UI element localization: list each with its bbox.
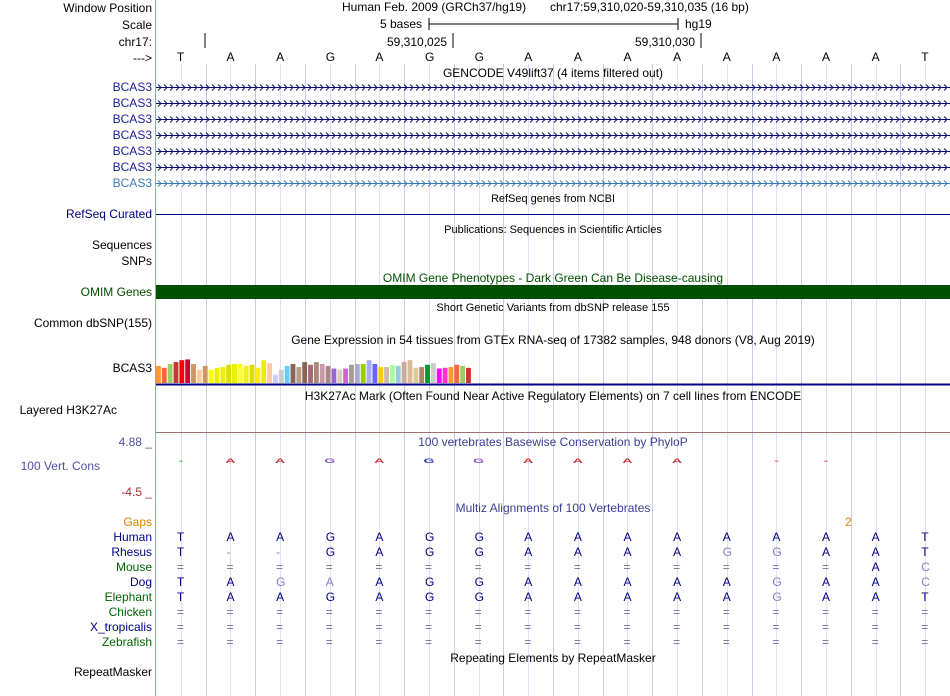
- alignment-base: =: [474, 560, 482, 574]
- gtex-tissue-bar: [431, 363, 436, 383]
- alignment-base: A: [375, 545, 384, 559]
- alignment-base: =: [474, 620, 482, 634]
- gencode-gene-label[interactable]: BCAS3: [112, 176, 152, 190]
- phylop-glyph: A: [672, 457, 683, 465]
- gtex-gene-label[interactable]: BCAS3: [112, 361, 152, 375]
- reference-base: A: [524, 50, 533, 64]
- alignment-base: T: [176, 545, 185, 559]
- alignment-base: =: [474, 635, 482, 649]
- alignment-base: =: [722, 635, 730, 649]
- reference-base: T: [176, 50, 185, 64]
- alignment-base: =: [226, 560, 234, 574]
- alignment-base: =: [424, 560, 432, 574]
- gtex-tissue-bar: [209, 370, 214, 383]
- alignment-base: A: [821, 530, 830, 544]
- chrom-label: chr17:: [118, 35, 152, 49]
- reference-base: A: [722, 50, 731, 64]
- species-label[interactable]: Human: [113, 530, 152, 544]
- alignment-base: A: [871, 575, 880, 589]
- h3k27ac-title: H3K27Ac Mark (Often Found Near Active Regulatory Elements) on 7 cell lines from ENCODE: [304, 389, 802, 403]
- gtex-tissue-bar: [437, 369, 442, 383]
- snps-label[interactable]: SNPs: [121, 254, 152, 268]
- alignment-base: T: [921, 530, 929, 544]
- alignment-base: A: [722, 575, 731, 589]
- coord-label-2: 59,310,030: [635, 35, 696, 49]
- alignment-base: =: [424, 635, 432, 649]
- reference-base: A: [375, 50, 384, 64]
- gtex-tissue-bar: [326, 366, 331, 383]
- reference-base: G: [474, 50, 484, 64]
- alignment-base: G: [474, 545, 484, 559]
- gtex-tissue-bar: [454, 365, 459, 383]
- gtex-tissue-bar: [174, 362, 179, 383]
- gtex-tissue-bar: [238, 364, 243, 383]
- alignment-base: A: [673, 575, 682, 589]
- alignment-base: A: [673, 590, 682, 604]
- alignment-base: =: [772, 620, 780, 634]
- alignment-base: =: [871, 635, 879, 649]
- gtex-tissue-bar: [361, 364, 366, 383]
- gencode-gene-label[interactable]: BCAS3: [112, 160, 152, 174]
- phylop-glyph: A: [572, 457, 583, 465]
- reference-base: G: [424, 50, 435, 64]
- alignment-base: =: [623, 620, 631, 634]
- alignment-base: =: [524, 605, 532, 619]
- coord-label-1: 59,310,025: [387, 35, 448, 49]
- gtex-tissue-bar: [296, 367, 301, 383]
- alignment-base: =: [573, 560, 581, 574]
- alignment-base: A: [524, 590, 533, 604]
- gtex-tissue-bar: [215, 368, 220, 383]
- alignment-base: T: [921, 590, 929, 604]
- alignment-base: =: [176, 620, 184, 634]
- position-text: chr17:59,310,020-59,310,035 (16 bp): [550, 0, 749, 14]
- alignment-base: A: [524, 530, 533, 544]
- species-label[interactable]: X_tropicalis: [89, 620, 152, 634]
- gtex-tissue-bar: [378, 367, 383, 383]
- gtex-tissue-bar: [267, 363, 272, 383]
- alignment-base: A: [573, 590, 582, 604]
- phylop-glyph: A: [275, 457, 286, 465]
- alignment-base: G: [424, 530, 435, 544]
- alignment-base: =: [226, 605, 234, 619]
- alignment-base: A: [375, 590, 384, 604]
- dbsnp-label[interactable]: Common dbSNP(155): [33, 316, 152, 330]
- refseq-title: RefSeq genes from NCBI: [490, 193, 616, 205]
- gtex-tissue-bar: [308, 365, 313, 383]
- gaps-value: 2: [845, 515, 852, 529]
- species-label[interactable]: Zebrafish: [101, 635, 152, 649]
- alignment-base: A: [226, 530, 235, 544]
- alignment-base: A: [276, 590, 285, 604]
- alignment-base: =: [921, 620, 929, 634]
- coord-tick-2: [700, 33, 704, 49]
- alignment-base: G: [325, 545, 336, 559]
- cons-label[interactable]: 100 Vert. Cons: [20, 459, 100, 473]
- repeatmasker-label[interactable]: RepeatMasker: [73, 665, 152, 679]
- alignment-base: =: [524, 620, 532, 634]
- phylop-glyph: G: [473, 457, 485, 465]
- alignment-base: A: [871, 545, 880, 559]
- gtex-tissue-bar: [343, 369, 348, 383]
- alignment-base: G: [424, 545, 435, 559]
- gencode-transcript[interactable]: [156, 113, 950, 126]
- alignment-base: =: [474, 605, 482, 619]
- alignment-base: =: [226, 635, 234, 649]
- gencode-transcript[interactable]: [156, 177, 950, 190]
- alignment-base: G: [424, 590, 435, 604]
- reference-base: A: [573, 50, 582, 64]
- dbsnp-title: Short Genetic Variants from dbSNP release 155: [436, 302, 670, 314]
- reference-base: A: [821, 50, 830, 64]
- alignment-base: =: [375, 560, 383, 574]
- alignment-base: A: [772, 530, 781, 544]
- alignment-base: =: [821, 635, 829, 649]
- alignment-base: A: [623, 590, 632, 604]
- sequences-label[interactable]: Sequences: [91, 238, 152, 252]
- alignment-base: T: [921, 545, 929, 559]
- alignment-base: A: [276, 530, 285, 544]
- alignment-base: =: [226, 620, 234, 634]
- alignment-base: =: [623, 605, 631, 619]
- alignment-base: A: [871, 530, 880, 544]
- alignment-base: =: [573, 635, 581, 649]
- species-label[interactable]: Chicken: [108, 605, 152, 619]
- reference-base: T: [921, 50, 929, 64]
- alignment-base: =: [375, 620, 383, 634]
- alignment-base: A: [325, 575, 334, 589]
- alignment-base: =: [722, 605, 730, 619]
- publications-title: Publications: Sequences in Scientific Articles: [444, 224, 662, 236]
- alignment-base: =: [325, 635, 333, 649]
- gtex-tissue-bar: [413, 368, 418, 383]
- alignment-base: =: [424, 605, 432, 619]
- gtex-tissue-bar: [255, 368, 260, 383]
- alignment-base: T: [176, 590, 185, 604]
- coord-tick-left: [204, 33, 208, 49]
- alignment-base: =: [722, 560, 730, 574]
- multiz-title: Multiz Alignments of 100 Vertebrates: [455, 501, 651, 515]
- alignment-base: =: [325, 560, 333, 574]
- strand-label: --->: [133, 51, 152, 65]
- alignment-base: G: [474, 575, 484, 589]
- alignment-base: A: [871, 560, 880, 574]
- alignment-base: =: [871, 620, 879, 634]
- alignment-base: G: [276, 575, 286, 589]
- alignment-base: =: [524, 560, 532, 574]
- alignment-base: A: [673, 545, 682, 559]
- gtex-tissue-bar: [355, 364, 360, 383]
- alignment-base: =: [276, 635, 284, 649]
- reference-base: A: [623, 50, 632, 64]
- gencode-transcript[interactable]: [156, 81, 950, 94]
- alignment-base: A: [375, 575, 384, 589]
- alignment-base: =: [573, 605, 581, 619]
- gtex-tissue-bar: [226, 365, 231, 383]
- alignment-base: =: [722, 620, 730, 634]
- alignment-base: =: [821, 620, 829, 634]
- gtex-tissue-bar: [396, 366, 401, 383]
- alignment-base: A: [673, 530, 682, 544]
- alignment-base: G: [325, 590, 336, 604]
- gtex-tissue-bar: [279, 370, 284, 383]
- alignment-base: G: [722, 545, 733, 559]
- scale-db: hg19: [685, 17, 712, 31]
- gtex-tissue-bar: [203, 366, 208, 383]
- gtex-tissue-bar: [320, 364, 325, 383]
- alignment-base: A: [524, 545, 533, 559]
- alignment-base: A: [722, 590, 731, 604]
- phylop-glyph: -: [773, 457, 779, 465]
- refseq-label[interactable]: RefSeq Curated: [65, 207, 152, 221]
- alignment-base: =: [176, 560, 184, 574]
- alignment-base: A: [226, 590, 235, 604]
- cons-max-label: 4.88 _: [118, 435, 152, 449]
- alignment-base: =: [673, 620, 681, 634]
- alignment-base: G: [772, 545, 782, 559]
- alignment-base: =: [524, 635, 532, 649]
- species-label[interactable]: Elephant: [104, 590, 152, 604]
- alignment-base: G: [424, 575, 435, 589]
- alignment-base: G: [772, 575, 782, 589]
- alignment-base: A: [226, 575, 235, 589]
- gtex-tissue-bar: [261, 360, 266, 383]
- alignment-base: C: [921, 575, 930, 589]
- gtex-tissue-bar: [367, 360, 372, 383]
- alignment-base: =: [772, 605, 780, 619]
- refseq-line[interactable]: [156, 214, 950, 215]
- alignment-base: =: [276, 605, 284, 619]
- alignment-base: A: [623, 530, 632, 544]
- alignment-base: -: [276, 545, 281, 559]
- phylop-glyph: -: [823, 457, 829, 465]
- reference-base: A: [673, 50, 682, 64]
- alignment-base: =: [176, 635, 184, 649]
- gtex-tissue-bar: [349, 365, 354, 383]
- alignment-base: =: [375, 605, 383, 619]
- alignment-base: =: [623, 635, 631, 649]
- gtex-tissue-bar: [250, 365, 255, 383]
- alignment-base: A: [524, 575, 533, 589]
- species-label[interactable]: Dog: [129, 575, 152, 589]
- reference-base: A: [226, 50, 235, 64]
- gencode-gene-label[interactable]: BCAS3: [112, 128, 152, 142]
- alignment-base: A: [821, 545, 830, 559]
- alignment-base: A: [573, 545, 582, 559]
- gtex-tissue-bar: [402, 362, 407, 383]
- gtex-tissue-bar: [372, 364, 377, 383]
- phylop-glyph: A: [622, 457, 633, 465]
- gtex-tissue-bar: [291, 364, 296, 383]
- alignment-base: A: [573, 530, 582, 544]
- alignment-base: =: [673, 560, 681, 574]
- gencode-gene-label[interactable]: BCAS3: [112, 96, 152, 110]
- gtex-tissue-bar: [185, 359, 190, 383]
- phylop-glyph: G: [324, 457, 336, 465]
- gtex-bar-chart[interactable]: [156, 345, 950, 387]
- assembly-text: Human Feb. 2009 (GRCh37/hg19): [342, 0, 527, 14]
- alignment-base: =: [921, 605, 929, 619]
- alignment-base: =: [921, 635, 929, 649]
- phylop-glyph: A: [374, 457, 385, 465]
- alignment-base: =: [871, 605, 879, 619]
- gtex-tissue-bar: [384, 367, 389, 383]
- omim-title: OMIM Gene Phenotypes - Dark Green Can Be Disease-causing: [382, 271, 724, 285]
- gtex-tissue-bar: [466, 368, 471, 383]
- alignment-base: G: [772, 590, 782, 604]
- alignment-base: A: [375, 530, 384, 544]
- gtex-tissue-bar: [197, 370, 202, 383]
- phylop-glyph: A: [523, 457, 534, 465]
- phylop-glyph: G: [423, 457, 435, 465]
- alignment-base: G: [474, 530, 484, 544]
- reference-base: A: [871, 50, 880, 64]
- gtex-tissue-bar: [220, 367, 225, 383]
- scale-label: Scale: [121, 18, 152, 32]
- h3k27ac-label[interactable]: Layered H3K27Ac: [19, 403, 117, 417]
- omim-bar[interactable]: [156, 285, 950, 299]
- gencode-title: GENCODE V49lift37 (4 items filtered out): [442, 66, 664, 80]
- alignment-base: -: [226, 545, 231, 559]
- alignment-base: A: [821, 575, 830, 589]
- alignment-base: G: [325, 530, 336, 544]
- gtex-tissue-bar: [332, 369, 337, 383]
- window-position-label: Window Position: [63, 1, 152, 15]
- alignment-base: =: [375, 635, 383, 649]
- alignment-base: =: [673, 605, 681, 619]
- gtex-tissue-bar: [449, 367, 454, 383]
- gtex-tissue-bar: [302, 362, 307, 383]
- alignment-base: =: [573, 620, 581, 634]
- gaps-label: Gaps: [123, 515, 152, 529]
- gtex-tissue-bar: [179, 360, 184, 383]
- gtex-tissue-bar: [191, 364, 196, 383]
- gtex-tissue-bar: [273, 375, 278, 383]
- gtex-tissue-bar: [460, 366, 465, 383]
- scale-text: 5 bases: [380, 17, 423, 31]
- gtex-tissue-bar: [162, 368, 167, 383]
- gtex-tissue-bar: [232, 364, 237, 383]
- scale-bar: [428, 16, 680, 32]
- gtex-tissue-bar: [390, 365, 395, 383]
- gencode-gene-label[interactable]: BCAS3: [112, 80, 152, 94]
- phylop-title: 100 vertebrates Basewise Conservation by PhyloP: [418, 435, 688, 449]
- gencode-transcript[interactable]: [156, 161, 950, 174]
- gencode-transcript[interactable]: [156, 145, 950, 158]
- gtex-tissue-bar: [425, 365, 430, 383]
- cons-min-label: -4.5 _: [121, 485, 152, 499]
- gtex-tissue-bar: [314, 362, 319, 383]
- species-label[interactable]: Mouse: [115, 560, 152, 574]
- gtex-tissue-bar: [244, 366, 249, 383]
- alignment-base: A: [821, 590, 830, 604]
- phylop-glyph: A: [225, 457, 236, 465]
- gencode-transcript[interactable]: [156, 97, 950, 110]
- alignment-base: A: [623, 575, 632, 589]
- omim-label[interactable]: OMIM Genes: [80, 285, 152, 299]
- alignment-base: =: [821, 560, 829, 574]
- alignment-base: =: [821, 605, 829, 619]
- alignment-base: =: [424, 620, 432, 634]
- phylop-glyph: -: [178, 457, 184, 465]
- alignment-base: A: [573, 575, 582, 589]
- gtex-tissue-bar: [337, 370, 342, 383]
- gencode-gene-label[interactable]: BCAS3: [112, 144, 152, 158]
- phylop-logo[interactable]: [156, 430, 950, 490]
- reference-base: A: [772, 50, 781, 64]
- alignment-base: A: [871, 590, 880, 604]
- gencode-gene-label[interactable]: BCAS3: [112, 112, 152, 126]
- gtex-tissue-bar: [419, 367, 424, 383]
- alignment-base: =: [176, 605, 184, 619]
- gtex-tissue-bar: [285, 366, 290, 383]
- gtex-tissue-bar: [168, 364, 173, 383]
- reference-base: A: [276, 50, 285, 64]
- alignment-base: =: [276, 620, 284, 634]
- alignment-base: =: [325, 605, 333, 619]
- gencode-transcript[interactable]: [156, 129, 950, 142]
- gtex-tissue-bar: [443, 368, 448, 383]
- alignment-base: =: [673, 635, 681, 649]
- alignment-base: T: [176, 530, 185, 544]
- alignment-base: G: [474, 590, 484, 604]
- alignment-base: =: [325, 620, 333, 634]
- alignment-base: C: [921, 560, 930, 574]
- alignment-base: =: [772, 560, 780, 574]
- repeatmasker-title: Repeating Elements by RepeatMasker: [450, 651, 656, 665]
- alignment-base: =: [276, 560, 284, 574]
- alignment-base: =: [772, 635, 780, 649]
- alignment-base: T: [176, 575, 185, 589]
- gtex-tissue-bar: [408, 360, 413, 383]
- gtex-title: Gene Expression in 54 tissues from GTEx RNA-seq of 17382 samples, 948 donors (V8, Aug 2019): [291, 333, 815, 347]
- alignment-base: A: [623, 545, 632, 559]
- alignment-base: A: [722, 530, 731, 544]
- alignment-base: =: [623, 560, 631, 574]
- species-label[interactable]: Rhesus: [111, 545, 152, 559]
- reference-base: G: [325, 50, 336, 64]
- coord-tick-1: [452, 33, 456, 49]
- gtex-tissue-bar: [156, 366, 161, 383]
